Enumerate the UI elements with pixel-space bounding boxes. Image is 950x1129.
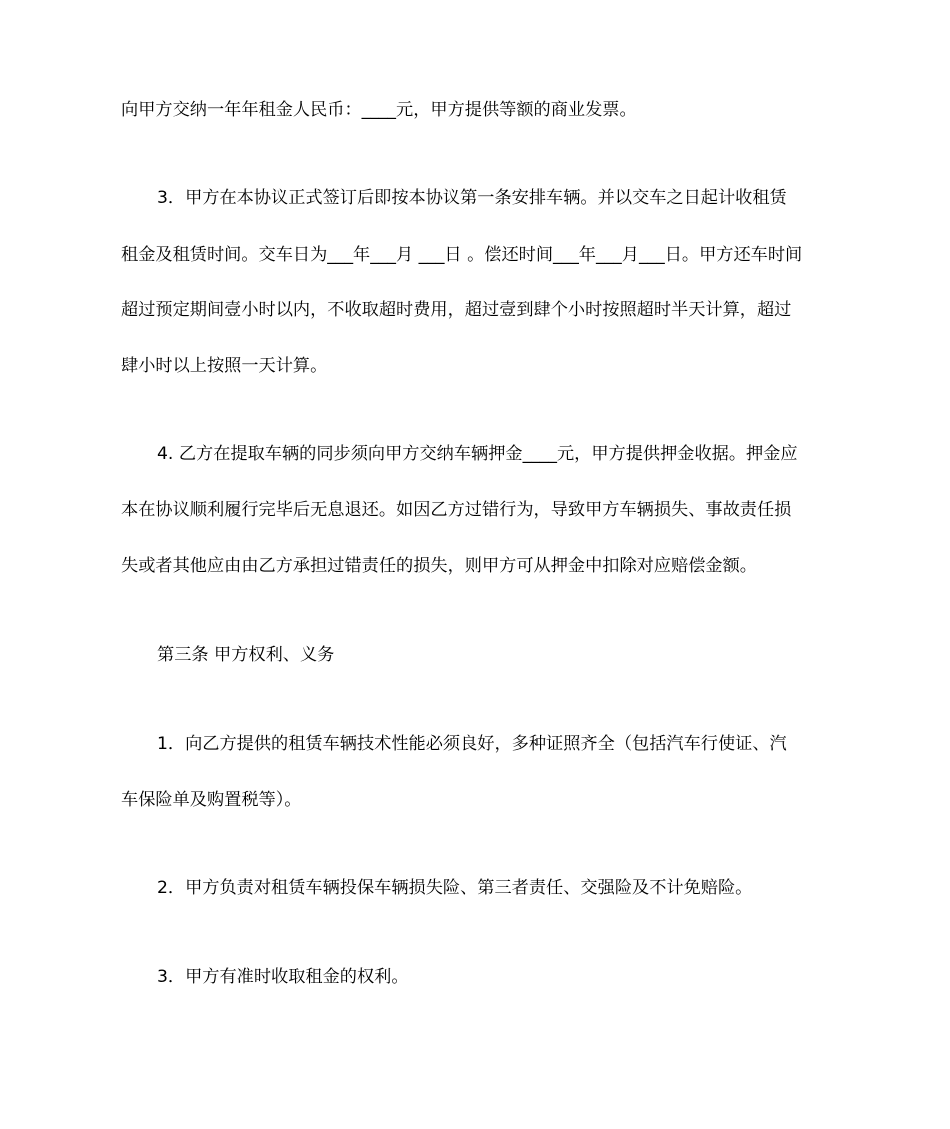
article-3-heading: 第三条 甲方权利、义务 xyxy=(157,645,335,665)
rent-payment-line: 向甲方交纳一年年租金人民币：____元，甲方提供等额的商业发票。 xyxy=(121,100,637,120)
clause-3-line-2: 租金及租赁时间。交车日为___年___月 ___日 。偿还时间___年___月___日。甲方还车时间 xyxy=(121,245,803,265)
clause-3-line-3: 超过预定期间壹小时以内，不收取超时费用，超过壹到肆个小时按照超时半天计算，超过 xyxy=(121,300,792,320)
clause-3-line-1: 3．甲方在本协议正式签订后即按本协议第一条安排车辆。并以交车之日起计收租赁 xyxy=(157,188,787,208)
obligation-3-line: 3．甲方有准时收取租金的权利。 xyxy=(157,967,409,987)
clause-4-line-1: 4. 乙方在提取车辆的同步须向甲方交纳车辆押金____元，甲方提供押金收据。押金应 xyxy=(157,444,798,464)
obligation-1-line-2: 车保险单及购置税等）。 xyxy=(121,790,302,810)
obligation-2-line: 2．甲方负责对租赁车辆投保车辆损失险、第三者责任、交强险及不计免赔险。 xyxy=(157,878,753,898)
clause-3-line-4: 肆小时以上按照一天计算。 xyxy=(121,356,328,376)
obligation-1-line-1: 1．向乙方提供的租赁车辆技术性能必须良好，多种证照齐全（包括汽车行使证、汽 xyxy=(157,734,787,754)
clause-4-line-2: 本在协议顺利履行完毕后无息退还。如因乙方过错行为，导致甲方车辆损失、事故责任损 xyxy=(121,500,792,520)
clause-4-line-3: 失或者其他应由由乙方承担过错责任的损失，则甲方可从押金中扣除对应赔偿金额。 xyxy=(121,556,757,576)
